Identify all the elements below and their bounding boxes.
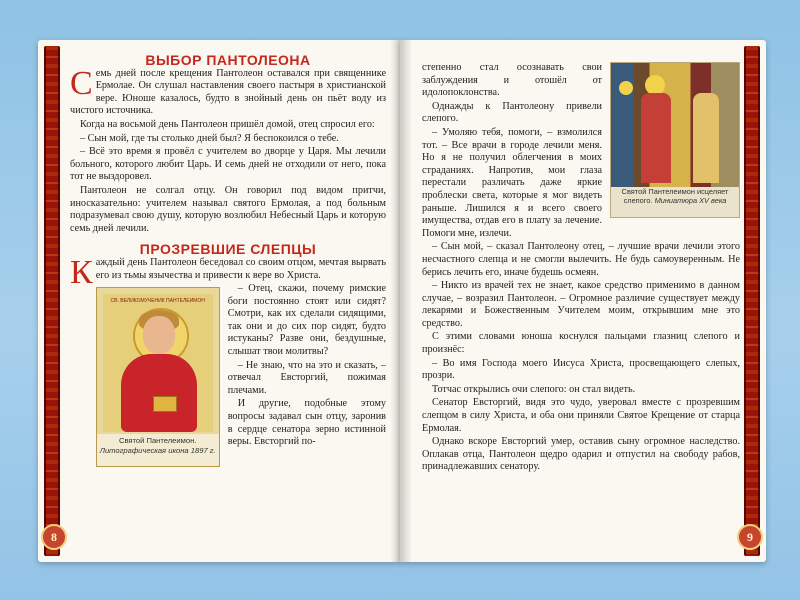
paragraph: Когда на восьмой день Пантолеон пришёл домой, отец спросил его: — [80, 118, 375, 130]
paragraph: Сенатор Евсторгий, видя это чудо, уверовал вместе с прозревшим слепцом в силу Христа, и оба они приняли Святое Крещение от старца Ермолая. — [422, 397, 740, 434]
medicine-box-icon — [153, 396, 177, 412]
paragraph: Пантолеон не солгал отцу. Он говорил под видом притчи, иносказательно: учителем называл святого Ермолая, а под больным подразумевал свою душу, которую возлюбил Небесный Царь и которую семь дней лечили. — [70, 184, 386, 234]
paragraph: Однако вскоре Евсторгий умер, оставив сыну огромное наследство. Оплакав отца, Пантолеон щедро одарил и отпустил на свободу рабов, принадлежавших сенатору. — [422, 436, 740, 473]
halo-icon — [645, 75, 665, 95]
icon-inscription: СВ. ВЕЛИКОМУЧЕНИК ПАНТЕЛЕИМОН — [110, 298, 205, 305]
figure — [641, 93, 671, 183]
drop-cap: К — [70, 253, 93, 291]
right-page — [400, 40, 766, 562]
icon-illustration — [96, 287, 220, 467]
right-text-block — [422, 62, 740, 475]
miniature-illustration — [610, 62, 740, 218]
miniature-caption: Святой Пантелеимон исцеляет слепого. Миниатюра XV века — [621, 187, 729, 206]
figure — [693, 93, 719, 183]
paragraph: степенно стал осознавать свои заблуждения и отошёл от идолопоклонства. — [422, 62, 602, 99]
paragraph: – Отец, скажи, почему римские боги постоянно стоят или сидят? Смотри, как их сделали сидящими, так они и до сих пор сидят, будто истуканы? Разве они, бездушные, слышат твои молитвы? — [227, 283, 386, 358]
drop-cap: С — [70, 64, 93, 102]
paragraph: – Сын мой, – сказал Пантолеону отец, – лучшие врачи лечили этого несчастного слепца и не смогли вылечить. Не будь самоуверенным. Не берись лечить его, иначе будешь осмеян. — [422, 241, 740, 278]
paragraph: – Всё это время я провёл с учителем во дворце у Царя. Мы лечили больного, которого любит Царь. И семь дней не отходили от него, пока тот не выздоровел. — [70, 146, 386, 183]
left-text-block — [70, 54, 386, 469]
paragraph: Каждый день Пантолеон беседовал со своим отцом, мечтая вырвать его из тьмы язычества и привести к вере во Христа. — [70, 253, 386, 291]
page-number-left: 8 — [41, 524, 67, 550]
paragraph: – Умоляю тебя, помоги, – взмолился тот. – Все врачи в городе лечили меня. Но я не получил облегчения в моих страданиях. Напротив, мои глаза перестали различать даже яркие проблески света, которые я мог видеть раньше. Лишился я и всего своего имущества, отдав его в плату за лечение. Помоги мне, излечи. — [422, 126, 602, 239]
paragraph: И другие, подобные этому вопросы задавал сын отцу, заронив в сердце сенатора зерно истинной веры. Евсторгий по- — [227, 398, 386, 448]
paragraph: Однажды к Пантолеону привели слепого. — [422, 100, 602, 125]
paragraph: – Не знаю, что на это и сказать, – отвечал Евсторгий, пожимая плечами. — [227, 359, 386, 396]
paragraph: – Во имя Господа моего Иисуса Христа, просвещающего слепых, прозри. — [422, 357, 740, 382]
left-page — [38, 40, 400, 562]
paragraph: – Никто из врачей тех не знает, какое средство применимо в данном случае, – возразил Пантолеон. – Огромное различие существует между лекарями и Божественным Учителем моим, открывшим мне это средство. — [422, 280, 740, 329]
ornamental-border-right — [744, 46, 760, 556]
paragraph: Семь дней после крещения Пантолеон оставался при священнике Ермолае. Он слушал наставления своего пастыря в христианской вере. Юноше казалось, будто в знойный день он пьёт воду из чистого источника. — [70, 64, 386, 117]
miniature-image — [611, 63, 739, 187]
page-number-right: 9 — [737, 524, 763, 550]
saint-face — [143, 316, 175, 354]
heading-prozrevshie-slepcy: ПРОЗРЕВШИЕ СЛЕПЦЫ — [139, 241, 317, 258]
paragraph: – Сын мой, где ты столько дней был? Я беспокоился о тебе. — [80, 132, 339, 144]
paragraph: Тотчас открылись очи слепого: он стал видеть. — [432, 383, 636, 395]
halo-icon — [619, 81, 633, 95]
paragraph: С этими словами юноша коснулся пальцами глазниц слепого и произнёс: — [422, 331, 740, 356]
icon-image — [103, 294, 213, 432]
icon-caption: Святой Пантелеимон. Литографическая икона 1897 г. — [97, 434, 219, 466]
booklet — [38, 40, 766, 562]
heading-vybor-pantoleona: ВЫБОР ПАНТОЛЕОНА — [145, 52, 311, 68]
spine-gutter — [390, 40, 412, 562]
ornamental-border-left — [44, 46, 60, 556]
saint-robe — [121, 354, 197, 432]
